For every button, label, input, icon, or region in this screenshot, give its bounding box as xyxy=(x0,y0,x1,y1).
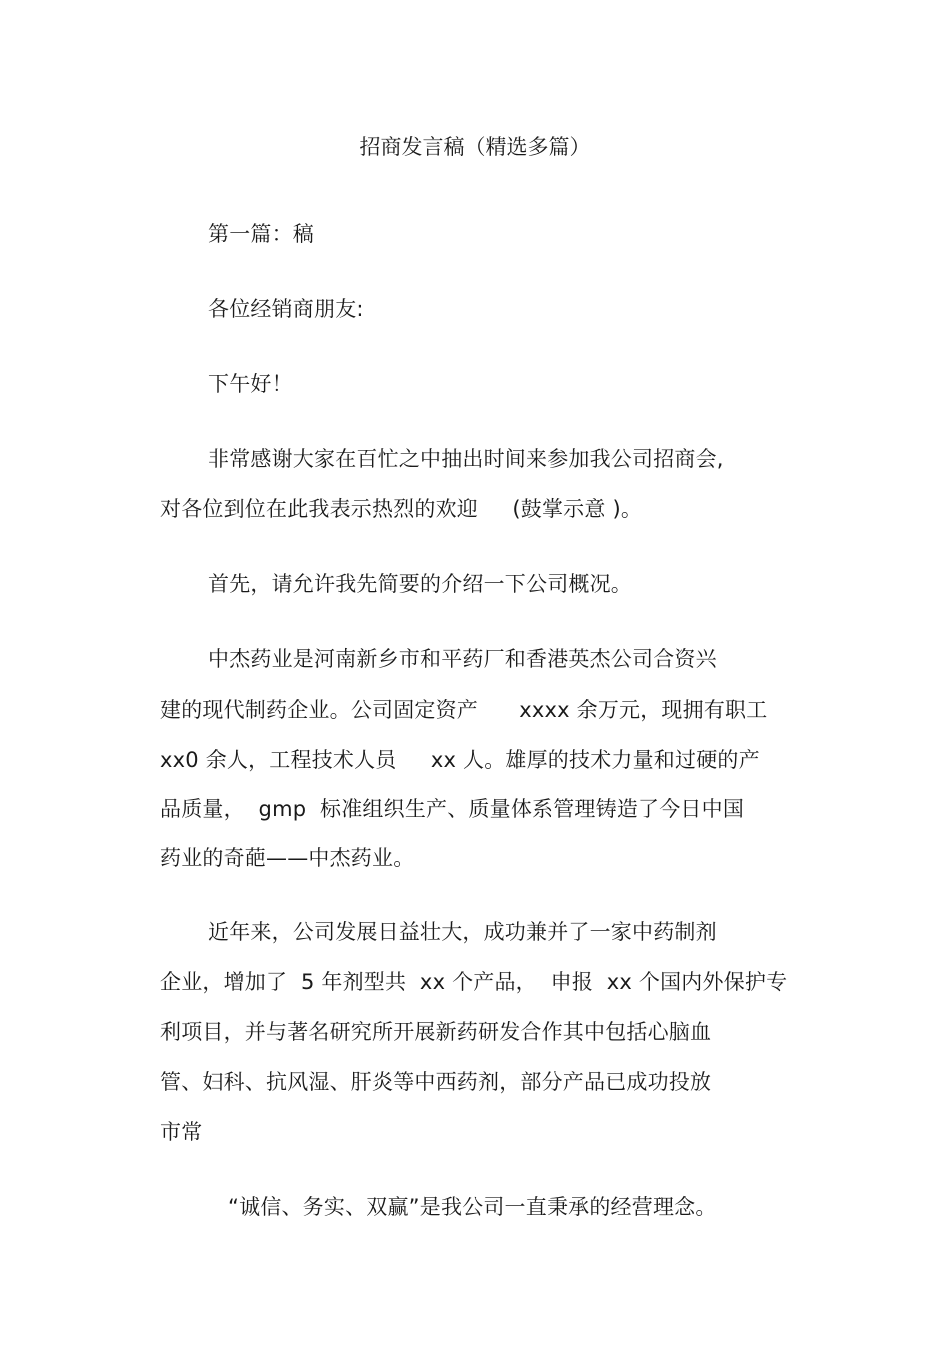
paragraph-line: 近年来，公司发展日益壮大，成功兼并了一家中药制剂 xyxy=(208,920,717,944)
paragraph-line: 药业的奇葩——中杰药业。 xyxy=(160,846,415,870)
paragraph-line: 非常感谢大家在百忙之中抽出时间来参加我公司招商会, xyxy=(208,447,724,471)
salutation: 各位经销商朋友: xyxy=(208,297,364,321)
paragraph-line: 市常 xyxy=(160,1120,203,1144)
paragraph-line: 企业，增加了 5 年剂型共 xx 个产品， 申报 xx 个国内外保护专 xyxy=(160,970,788,994)
paragraph-line: 利项目，并与著名研究所开展新药研发合作其中包括心脑血 xyxy=(160,1020,712,1044)
paragraph-line: 对各位到位在此我表示热烈的欢迎 (鼓掌示意 )。 xyxy=(160,497,643,521)
paragraph-line: xx0 余人，工程技术人员 xx 人。雄厚的技术力量和过硬的产 xyxy=(160,748,760,772)
paragraph-line: 品质量， gmp 标准组织生产、质量体系管理铸造了今日中国 xyxy=(160,797,745,821)
section-heading: 第一篇：稿 xyxy=(208,222,314,246)
paragraph-line: 建的现代制药企业。公司固定资产 xxxx 余万元，现拥有职工 xyxy=(160,698,768,722)
paragraph-line: “诚信、务实、双赢”是我公司一直秉承的经营理念。 xyxy=(228,1195,717,1219)
paragraph-line: 管、妇科、抗风湿、肝炎等中西药剂，部分产品已成功投放 xyxy=(160,1070,712,1094)
paragraph-line: 首先，请允许我先简要的介绍一下公司概况。 xyxy=(208,572,632,596)
greeting: 下午好！ xyxy=(208,372,293,396)
document-title: 招商发言稿（精选多篇） xyxy=(359,135,591,159)
paragraph-line: 中杰药业是河南新乡市和平药厂和香港英杰公司合资兴 xyxy=(208,647,717,671)
